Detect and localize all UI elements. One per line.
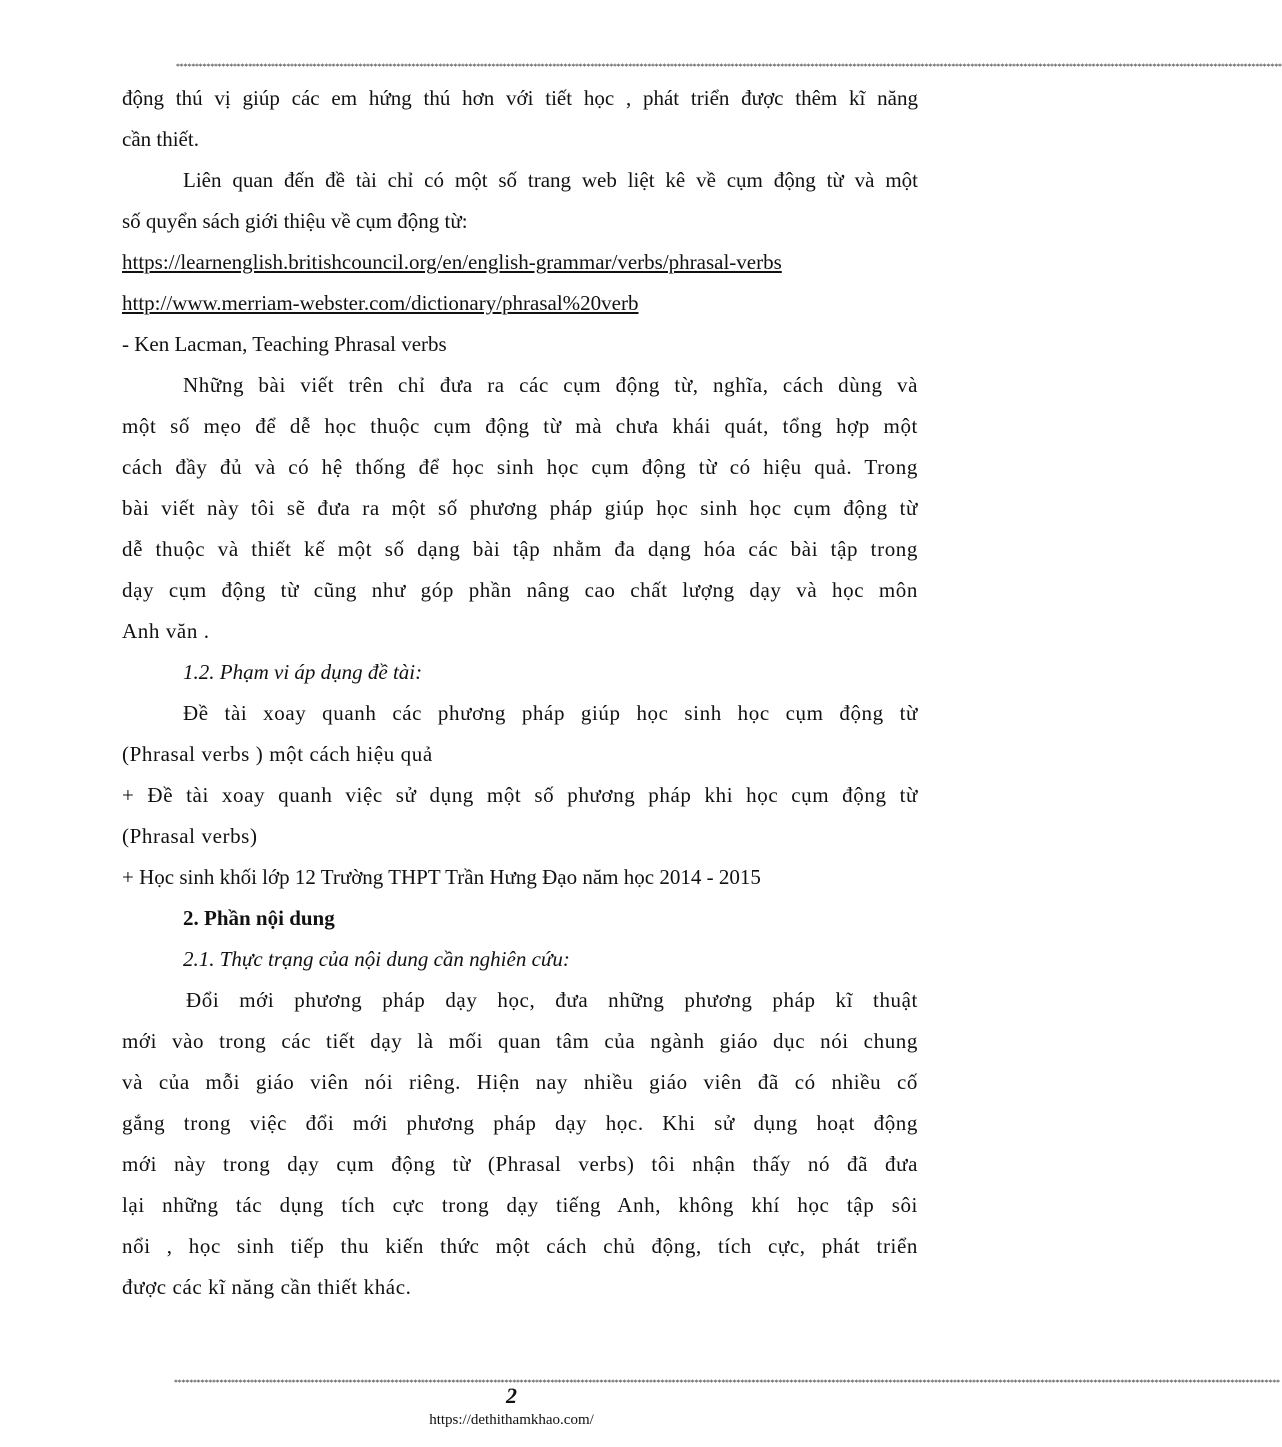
paragraph-line: và của mỗi giáo viên nói riêng. Hiện nay nhiều giáo viên đã có nhiều cố <box>122 1070 918 1094</box>
paragraph-line: một số mẹo để dễ học thuộc cụm động từ mà chưa khái quát, tổng hợp một <box>122 414 918 438</box>
paragraph-line: Những bài viết trên chỉ đưa ra các cụm động từ, nghĩa, cách dùng và <box>183 373 918 397</box>
paragraph-line: bài viết này tôi sẽ đưa ra một số phương pháp giúp học sinh học cụm động từ <box>122 496 918 520</box>
paragraph-line: (Phrasal verbs ) một cách hiệu quả <box>122 742 433 766</box>
paragraph-line: Anh văn . <box>122 619 210 643</box>
paragraph-line: Đề tài xoay quanh các phương pháp giúp học sinh học cụm động từ <box>183 701 918 725</box>
reference-link-merriam-webster[interactable] <box>122 283 918 324</box>
paragraph-line: Đổi mới phương pháp dạy học, đưa những phương pháp kĩ thuật <box>186 988 918 1012</box>
reference-book: - Ken Lacman, Teaching Phrasal verbs <box>122 332 447 356</box>
paragraph-line: được các kĩ năng cần thiết khác. <box>122 1275 412 1299</box>
paragraph-line: động thú vị giúp các em hứng thú hơn với tiết học , phát triển được thêm kĩ năng <box>122 86 918 110</box>
paragraph-line: nổi , học sinh tiếp thu kiến thức một cách chủ động, tích cực, phát triển <box>122 1234 918 1258</box>
link-text[interactable]: http://www.merriam-webster.com/dictionary/phrasal%20verb <box>122 291 639 315</box>
section-heading-2-1: 2.1. Thực trạng của nội dung cần nghiên cứu: <box>183 947 570 971</box>
section-heading-2: 2. Phần nội dung <box>183 906 335 930</box>
footer-star-divider: *************************************************************************************************************************************************************************************************************************************************************************************************** <box>174 1378 1280 1387</box>
paragraph-line: (Phrasal verbs) <box>122 824 258 848</box>
paragraph-line: dạy cụm động từ cũng như góp phần nâng cao chất lượng dạy và học môn <box>122 578 918 602</box>
link-text[interactable]: https://learnenglish.britishcouncil.org/en/english-grammar/verbs/phrasal-verbs <box>122 250 782 274</box>
paragraph-line: dễ thuộc và thiết kế một số dạng bài tập nhằm đa dạng hóa các bài tập trong <box>122 537 918 561</box>
bullet-line: + Đề tài xoay quanh việc sử dụng một số phương pháp khi học cụm động từ <box>122 783 918 807</box>
reference-link-british-council[interactable] <box>122 242 918 283</box>
paragraph-line: mới vào trong các tiết dạy là mối quan tâm của ngành giáo dục nói chung <box>122 1029 918 1053</box>
paragraph-line: gắng trong việc đổi mới phương pháp dạy học. Khi sử dụng hoạt động <box>122 1111 918 1135</box>
paragraph-line: cách đầy đủ và có hệ thống để học sinh học cụm động từ có hiệu quả. Trong <box>122 455 918 479</box>
paragraph-line: Liên quan đến đề tài chỉ có một số trang web liệt kê về cụm động từ và một <box>183 168 918 192</box>
paragraph-line: cần thiết. <box>122 127 199 151</box>
page-number: 2 <box>506 1383 517 1408</box>
page-body <box>122 78 918 1308</box>
section-heading-1-2: 1.2. Phạm vi áp dụng đề tài: <box>183 660 423 684</box>
footer-url[interactable]: https://dethithamkhao.com/ <box>429 1412 594 1428</box>
paragraph-line: lại những tác dụng tích cực trong dạy tiếng Anh, không khí học tập sôi <box>122 1193 918 1217</box>
paragraph-line: số quyển sách giới thiệu về cụm động từ: <box>122 209 468 233</box>
bullet-line: + Học sinh khối lớp 12 Trường THPT Trần Hưng Đạo năm học 2014 - 2015 <box>122 865 761 889</box>
paragraph-line: mới này trong dạy cụm động từ (Phrasal verbs) tôi nhận thấy nó đã đưa <box>122 1152 918 1176</box>
header-star-divider: *************************************************************************************************************************************************************************************************************************************************************************************************** <box>176 62 1282 71</box>
